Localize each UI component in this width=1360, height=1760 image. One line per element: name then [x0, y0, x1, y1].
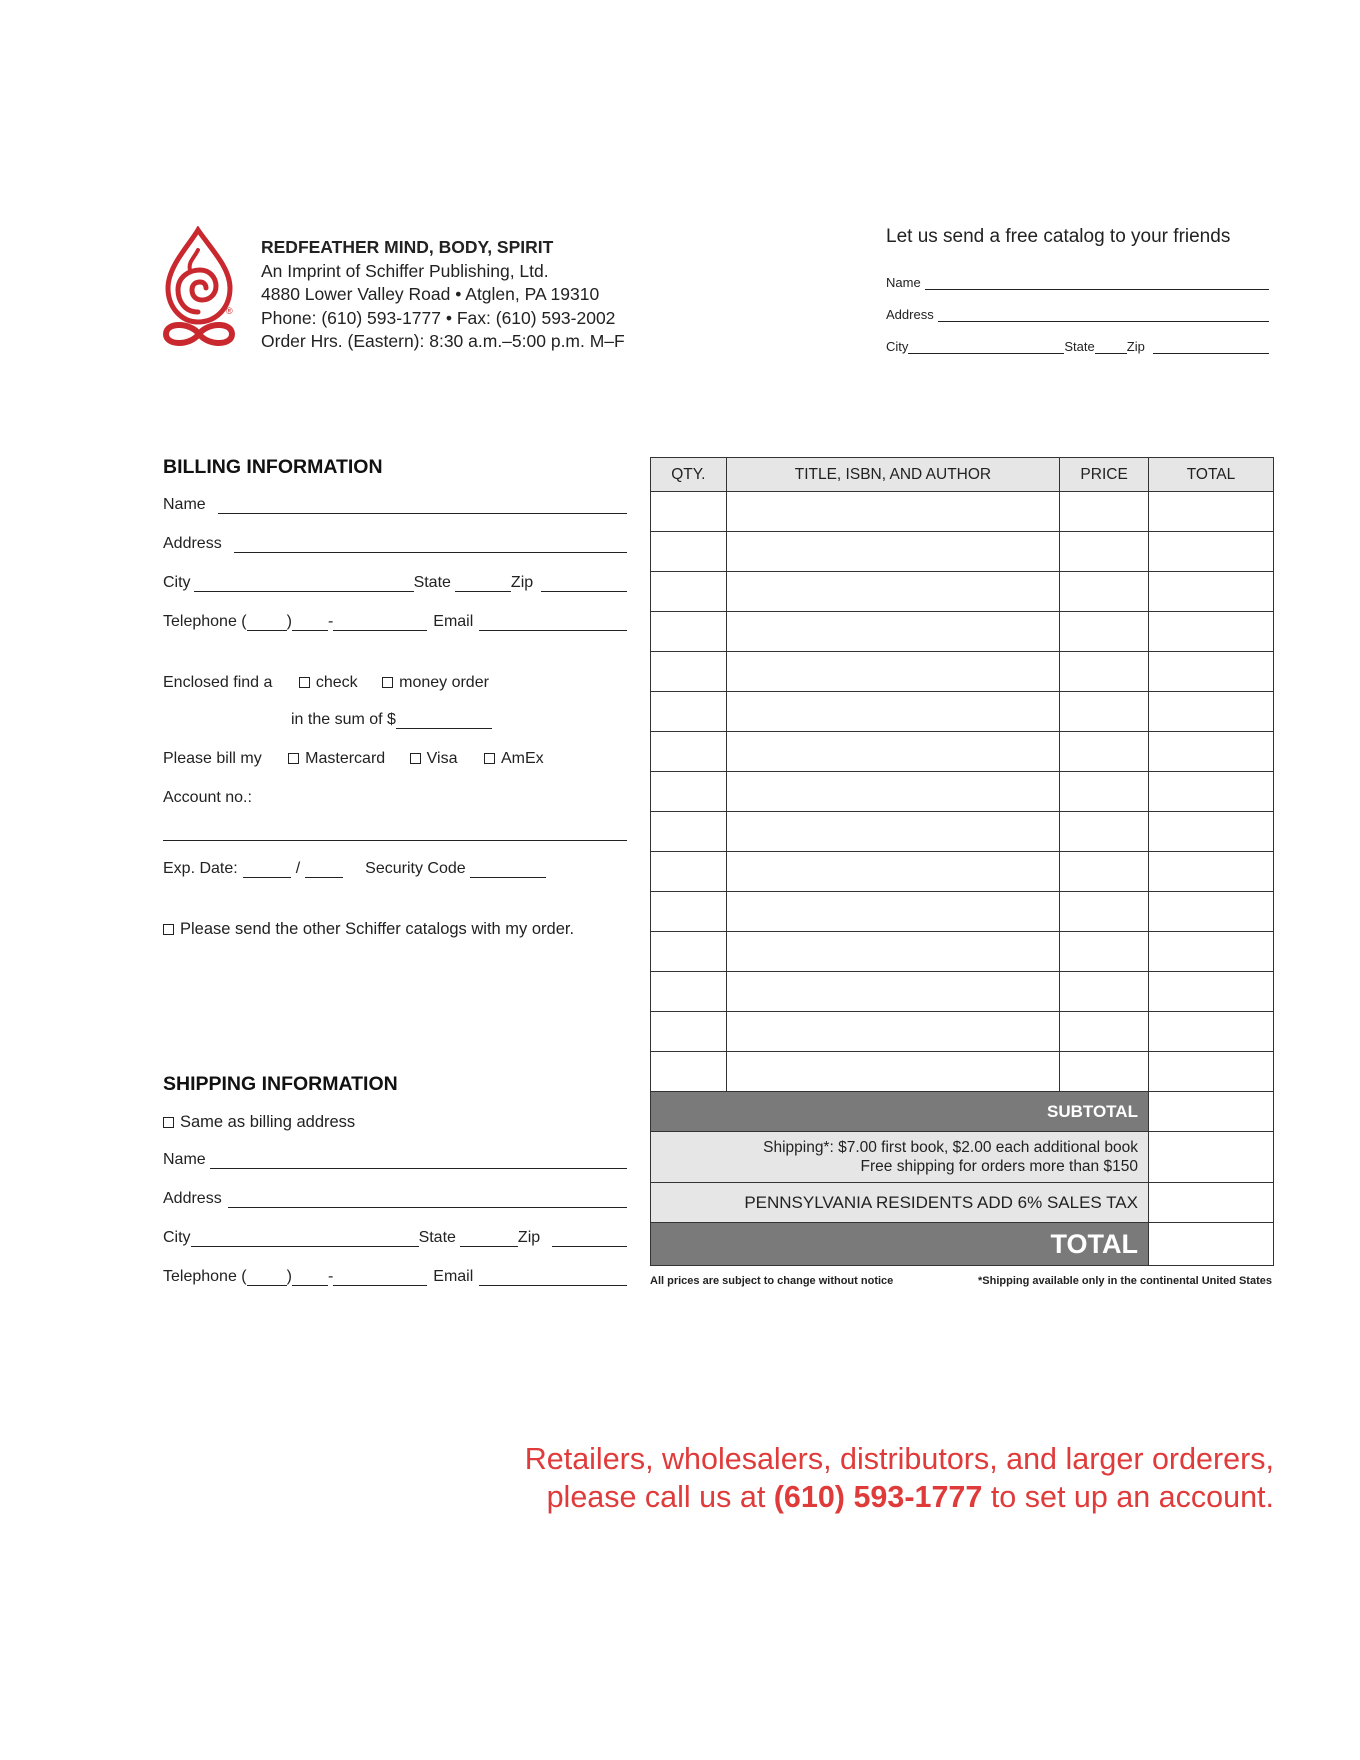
- line-total-cell[interactable]: [1148, 772, 1273, 812]
- title-cell[interactable]: [726, 852, 1060, 892]
- same-as-billing-label: Same as billing address: [180, 1113, 356, 1131]
- billing-state-label: State: [413, 574, 451, 591]
- qty-cell[interactable]: [651, 812, 727, 852]
- billing-section: [163, 456, 627, 956]
- billing-area-code-field[interactable]: [247, 614, 287, 631]
- price-cell[interactable]: [1060, 892, 1149, 932]
- billing-zip-label: Zip: [510, 574, 534, 591]
- shipping-telephone-paren: ): [286, 1268, 292, 1285]
- shipping-cost-line1: Shipping*: $7.00 first book, $2.00 each additional book: [763, 1139, 1138, 1156]
- amex-label: AmEx: [500, 750, 544, 767]
- line-total-cell[interactable]: [1148, 1012, 1273, 1052]
- mastercard-option[interactable]: [288, 750, 385, 767]
- retailer-promo: [525, 1440, 1274, 1516]
- billing-security-field[interactable]: [470, 861, 546, 878]
- shipping-telephone-label: Telephone (: [163, 1268, 247, 1285]
- qty-cell[interactable]: [651, 572, 727, 612]
- qty-cell[interactable]: [651, 692, 727, 732]
- table-row: [651, 492, 1274, 532]
- shipping-heading: SHIPPING INFORMATION: [163, 1073, 398, 1095]
- price-cell[interactable]: [1060, 572, 1149, 612]
- publisher-hours: Order Hrs. (Eastern): 8:30 a.m.–5:00 p.m. M–F: [261, 331, 625, 351]
- table-row: [651, 612, 1274, 652]
- price-cell[interactable]: [1060, 812, 1149, 852]
- price-cell[interactable]: [1060, 1012, 1149, 1052]
- shipping-email-field[interactable]: [479, 1269, 627, 1286]
- title-cell[interactable]: [726, 772, 1060, 812]
- billing-security-label: Security Code: [365, 860, 466, 877]
- shipping-state-label: State: [418, 1229, 456, 1246]
- billing-email-label: Email: [433, 613, 474, 630]
- billing-phone-prefix-field[interactable]: [292, 614, 328, 631]
- billing-sum-field[interactable]: [396, 712, 492, 729]
- billing-telephone-label: Telephone (: [163, 613, 247, 630]
- price-cell[interactable]: [1060, 732, 1149, 772]
- visa-label: Visa: [426, 750, 458, 767]
- price-cell[interactable]: [1060, 932, 1149, 972]
- mastercard-label: Mastercard: [305, 750, 386, 767]
- billing-phone-line-field[interactable]: [333, 614, 427, 631]
- shipping-cost-label: [651, 1132, 1149, 1183]
- billing-sum-label: in the sum of $: [291, 711, 396, 728]
- billing-name-field[interactable]: [218, 497, 627, 514]
- friends-name-label: Name: [886, 275, 921, 290]
- visa-checkbox[interactable]: [410, 753, 421, 764]
- table-row: [651, 572, 1274, 612]
- visa-option[interactable]: [410, 750, 458, 767]
- title-cell[interactable]: [726, 532, 1060, 572]
- line-total-cell[interactable]: [1148, 612, 1273, 652]
- billing-heading: BILLING INFORMATION: [163, 456, 383, 478]
- billing-sum-row: [291, 711, 492, 729]
- price-cell[interactable]: [1060, 492, 1149, 532]
- price-cell[interactable]: [1060, 772, 1149, 812]
- title-header: TITLE, ISBN, AND AUTHOR: [726, 458, 1060, 492]
- billing-address-row: [163, 535, 627, 553]
- title-cell[interactable]: [726, 652, 1060, 692]
- friends-zip-field[interactable]: [1153, 341, 1269, 354]
- subtotal-row: [651, 1092, 1274, 1132]
- qty-cell[interactable]: [651, 732, 727, 772]
- shipping-city-label: City: [163, 1229, 191, 1246]
- total-row: [651, 1223, 1274, 1266]
- tax-label: PENNSYLVANIA RESIDENTS ADD 6% SALES TAX: [651, 1183, 1149, 1223]
- qty-cell[interactable]: [651, 932, 727, 972]
- billing-exp-slash: /: [295, 860, 301, 877]
- qty-cell[interactable]: [651, 612, 727, 652]
- price-header: PRICE: [1060, 458, 1149, 492]
- friends-address-row: [886, 290, 1269, 322]
- tax-cell[interactable]: [1148, 1183, 1273, 1223]
- billing-bill-my-label: Please bill my: [163, 750, 262, 767]
- qty-cell[interactable]: [651, 972, 727, 1012]
- promo-line2-pre: please call us at: [546, 1480, 774, 1514]
- line-total-cell[interactable]: [1148, 732, 1273, 772]
- friends-name-field[interactable]: [925, 277, 1269, 290]
- line-total-cell[interactable]: [1148, 492, 1273, 532]
- line-total-cell[interactable]: [1148, 892, 1273, 932]
- price-cell[interactable]: [1060, 1052, 1149, 1092]
- shipping-city-field[interactable]: [191, 1230, 419, 1247]
- table-row: [651, 652, 1274, 692]
- friends-address-field[interactable]: [938, 309, 1269, 322]
- line-total-cell[interactable]: [1148, 692, 1273, 732]
- price-cell[interactable]: [1060, 612, 1149, 652]
- billing-exp-year-field[interactable]: [305, 861, 343, 878]
- amex-option[interactable]: [484, 750, 544, 767]
- billing-account-label: Account no.:: [163, 789, 252, 806]
- billing-state-field[interactable]: [455, 575, 511, 592]
- billing-account-field[interactable]: [163, 824, 627, 841]
- total-label: TOTAL: [651, 1223, 1149, 1266]
- flame-infinity-icon: [160, 226, 240, 348]
- promo-phone[interactable]: (610) 593-1777: [773, 1480, 983, 1514]
- billing-name-row: [163, 496, 627, 514]
- catalog-request-checkbox[interactable]: [163, 924, 174, 935]
- title-cell[interactable]: [726, 932, 1060, 972]
- publisher-phone: Phone: (610) 593-1777 • Fax: (610) 593-2002: [261, 307, 616, 328]
- table-row: [651, 732, 1274, 772]
- billing-exp-month-field[interactable]: [243, 861, 291, 878]
- money-order-label: money order: [399, 674, 489, 691]
- qty-cell[interactable]: [651, 892, 727, 932]
- shipping-name-field[interactable]: [210, 1152, 627, 1169]
- friends-address-label: Address: [886, 307, 934, 322]
- qty-cell[interactable]: [651, 1012, 727, 1052]
- qty-cell[interactable]: [651, 652, 727, 692]
- title-cell[interactable]: [726, 972, 1060, 1012]
- order-table-header: [651, 458, 1274, 492]
- table-row: [651, 1052, 1274, 1092]
- billing-telephone-dash: -: [327, 613, 334, 630]
- shipping-name-label: Name: [163, 1151, 206, 1168]
- title-cell[interactable]: [726, 492, 1060, 532]
- registered-mark: ®: [226, 306, 233, 316]
- title-cell[interactable]: [726, 692, 1060, 732]
- title-cell[interactable]: [726, 892, 1060, 932]
- billing-address-label: Address: [163, 535, 222, 552]
- billing-telephone-paren: ): [286, 613, 292, 630]
- shipping-telephone-row: [163, 1268, 627, 1286]
- catalog-request-label: Please send the other Schiffer catalogs with my order.: [180, 920, 575, 938]
- billing-exp-row: [163, 860, 627, 878]
- table-row: [651, 1012, 1274, 1052]
- table-row: [651, 772, 1274, 812]
- qty-header: QTY.: [651, 458, 727, 492]
- billing-zip-field[interactable]: [541, 575, 627, 592]
- shipping-city-row: [163, 1229, 627, 1247]
- promo-line1: Retailers, wholesalers, distributors, and larger orderers,: [524, 1442, 1274, 1476]
- friends-city-label: City: [886, 339, 909, 354]
- check-option[interactable]: [299, 674, 358, 691]
- publisher-info: [261, 236, 625, 354]
- price-note: All prices are subject to change without notice: [650, 1275, 894, 1287]
- table-row: [651, 972, 1274, 1012]
- qty-cell[interactable]: [651, 772, 727, 812]
- shipping-zip-label: Zip: [517, 1229, 541, 1246]
- title-cell[interactable]: [726, 612, 1060, 652]
- subtotal-label: SUBTOTAL: [651, 1092, 1149, 1132]
- shipping-address-row: [163, 1190, 627, 1208]
- line-total-cell[interactable]: [1148, 932, 1273, 972]
- redfeather-logo: [160, 226, 240, 348]
- table-row: [651, 892, 1274, 932]
- catalog-request-option[interactable]: [163, 920, 627, 939]
- mastercard-checkbox[interactable]: [288, 753, 299, 764]
- friends-city-row: [886, 322, 1269, 354]
- qty-cell[interactable]: [651, 492, 727, 532]
- title-cell[interactable]: [726, 1012, 1060, 1052]
- price-cell[interactable]: [1060, 972, 1149, 1012]
- friends-state-label: State: [1064, 339, 1095, 354]
- shipping-cost-cell[interactable]: [1148, 1132, 1273, 1183]
- billing-enclosed-row: [163, 674, 627, 692]
- shipping-address-field[interactable]: [228, 1191, 627, 1208]
- money-order-checkbox[interactable]: [382, 677, 393, 688]
- promo-line2-post: to set up an account.: [982, 1480, 1274, 1514]
- billing-city-field[interactable]: [194, 575, 414, 592]
- shipping-cost-line2: Free shipping for orders more than $150: [860, 1158, 1138, 1175]
- amex-checkbox[interactable]: [484, 753, 495, 764]
- line-total-cell[interactable]: [1148, 532, 1273, 572]
- line-total-cell[interactable]: [1148, 972, 1273, 1012]
- friends-title: Let us send a free catalog to your friends: [886, 226, 1231, 247]
- qty-cell[interactable]: [651, 1052, 727, 1092]
- shipping-zip-field[interactable]: [552, 1230, 627, 1247]
- billing-city-row: [163, 574, 627, 592]
- shipping-cost-row: [651, 1132, 1274, 1183]
- friends-state-field[interactable]: [1095, 341, 1127, 354]
- publisher-name: REDFEATHER MIND, BODY, SPIRIT: [261, 237, 554, 257]
- tax-row: [651, 1183, 1274, 1223]
- billing-card-row: [163, 750, 627, 768]
- billing-telephone-row: [163, 613, 627, 631]
- title-cell[interactable]: [726, 812, 1060, 852]
- billing-enclosed-label: Enclosed find a: [163, 674, 273, 691]
- shipping-state-field[interactable]: [460, 1230, 518, 1247]
- publisher-address: 4880 Lower Valley Road • Atglen, PA 19310: [261, 284, 600, 304]
- same-as-billing-option[interactable]: [163, 1113, 627, 1132]
- check-label: check: [315, 674, 358, 691]
- shipping-phone-prefix-field[interactable]: [292, 1269, 328, 1286]
- table-row: [651, 692, 1274, 732]
- line-total-cell[interactable]: [1148, 812, 1273, 852]
- subtotal-cell[interactable]: [1148, 1092, 1273, 1132]
- title-cell[interactable]: [726, 732, 1060, 772]
- line-total-cell[interactable]: [1148, 572, 1273, 612]
- friends-zip-label: Zip: [1126, 339, 1145, 354]
- money-order-option[interactable]: [382, 674, 489, 691]
- billing-exp-label: Exp. Date:: [163, 860, 238, 877]
- total-header: TOTAL: [1148, 458, 1273, 492]
- shipping-name-row: [163, 1151, 627, 1169]
- title-cell[interactable]: [726, 1052, 1060, 1092]
- friends-name-row: [886, 258, 1269, 290]
- shipping-section: [163, 1073, 627, 1293]
- price-cell[interactable]: [1060, 852, 1149, 892]
- publisher-imprint: An Imprint of Schiffer Publishing, Ltd.: [261, 260, 549, 281]
- promo-line2: [525, 1478, 1274, 1516]
- shipping-note: *Shipping available only in the continental United States: [978, 1275, 1272, 1287]
- qty-cell[interactable]: [651, 532, 727, 572]
- shipping-phone-line-field[interactable]: [333, 1269, 427, 1286]
- order-rows: [651, 492, 1274, 1092]
- billing-city-label: City: [163, 574, 191, 591]
- table-row: [651, 532, 1274, 572]
- same-as-billing-checkbox[interactable]: [163, 1117, 174, 1128]
- qty-cell[interactable]: [651, 852, 727, 892]
- shipping-address-label: Address: [163, 1190, 222, 1207]
- friends-catalog-form: [886, 226, 1269, 354]
- check-checkbox[interactable]: [299, 677, 310, 688]
- friends-city-field[interactable]: [908, 341, 1064, 354]
- price-cell[interactable]: [1060, 692, 1149, 732]
- shipping-telephone-dash: -: [327, 1268, 334, 1285]
- shipping-email-label: Email: [433, 1268, 474, 1285]
- line-total-cell[interactable]: [1148, 852, 1273, 892]
- title-cell[interactable]: [726, 572, 1060, 612]
- price-cell[interactable]: [1060, 652, 1149, 692]
- shipping-area-code-field[interactable]: [247, 1269, 287, 1286]
- order-table: [650, 457, 1274, 1266]
- billing-email-field[interactable]: [479, 614, 627, 631]
- table-row: [651, 852, 1274, 892]
- billing-address-field[interactable]: [234, 536, 627, 553]
- billing-name-label: Name: [163, 496, 206, 513]
- price-cell[interactable]: [1060, 532, 1149, 572]
- table-row: [651, 812, 1274, 852]
- line-total-cell[interactable]: [1148, 652, 1273, 692]
- table-row: [651, 932, 1274, 972]
- line-total-cell[interactable]: [1148, 1052, 1273, 1092]
- total-cell[interactable]: [1148, 1223, 1273, 1266]
